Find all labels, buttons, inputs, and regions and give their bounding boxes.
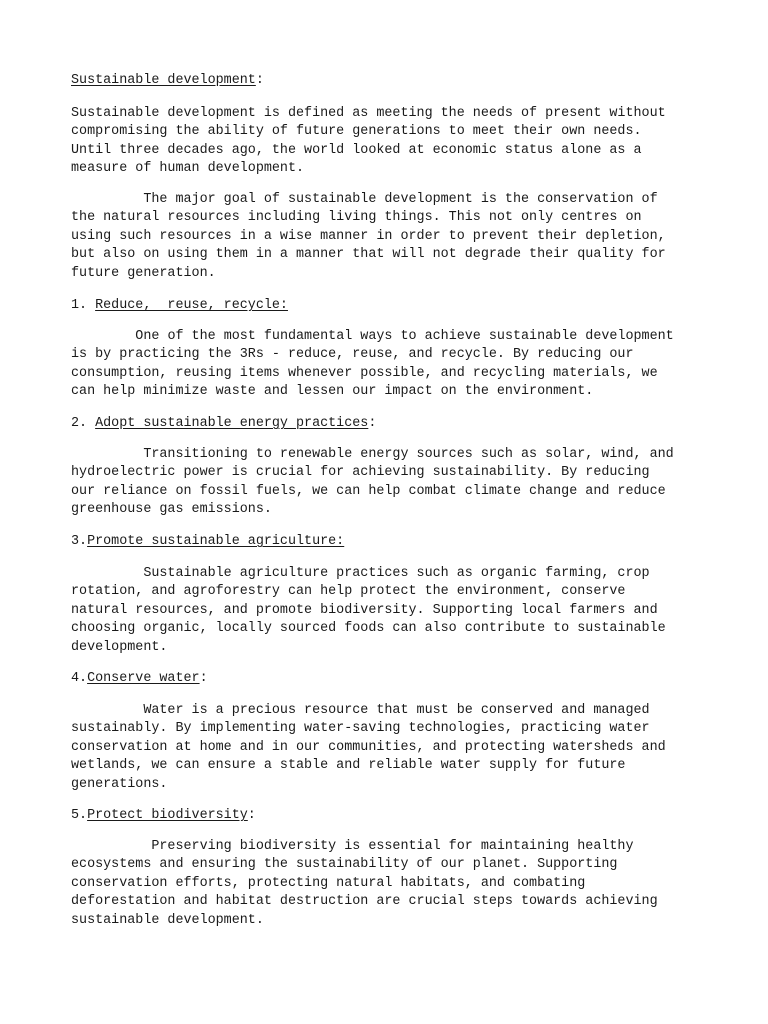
title-text: Sustainable development	[71, 73, 256, 88]
section-heading-1	[71, 297, 711, 315]
title-suffix: :	[255, 73, 264, 88]
section-heading-suffix: :	[368, 416, 377, 431]
section-body-2: Transitioning to renewable energy sources such as solar, wind, and hydroelectric power is crucial for achieving sustainability. By reducing our reliance on fossil fuels, we can help combat climate change and reduce greenhouse gas emissions.	[71, 447, 674, 518]
section-body-1: One of the most fundamental ways to achieve sustainable development is by practicing the 3Rs - reduce, reuse, and recycle. By reducing our consumption, reusing items whenever possible, and recycling materials, we can help minimize waste and lessen our impact on the environment.	[71, 329, 674, 400]
section-heading-text: Reduce, reuse, recycle:	[95, 298, 288, 313]
section-body-3: Sustainable agriculture practices such as organic farming, crop rotation, and agroforestry can help protect the environment, conserve natural resources, and promote biodiversity. Supporting local farmers and choosing organic, locally sourced foods can also contribute to sustainable development.	[71, 566, 666, 655]
section-heading-text: Promote sustainable agriculture:	[87, 534, 345, 549]
section-heading-3	[71, 533, 711, 551]
section-number: 3.	[71, 534, 88, 549]
section-body-5: Preserving biodiversity is essential for maintaining healthy ecosystems and ensuring the sustainability of our planet. Supporting conservation efforts, protecting natural habitats, and combating deforestation and habitat destruction are crucial steps towards achieving sustainable development.	[71, 839, 658, 928]
section-heading-2	[71, 415, 711, 433]
section-number: 2.	[71, 416, 96, 431]
intro-paragraph: Sustainable development is defined as meeting the needs of present without compromising the ability of future generations to meet their own needs. Until three decades ago, the world looked at economic status alone as a measure of human development.	[71, 106, 666, 177]
section-number: 4.	[71, 671, 88, 686]
section-heading-text: Protect biodiversity	[87, 808, 248, 823]
section-heading-4	[71, 670, 711, 688]
section-heading-text: Conserve water	[87, 671, 200, 686]
section-number: 1.	[71, 298, 96, 313]
section-heading-suffix: :	[247, 808, 256, 823]
section-heading-5	[71, 807, 711, 825]
document-title	[71, 72, 711, 90]
section-heading-text: Adopt sustainable energy practices	[95, 416, 369, 431]
section-heading-suffix: :	[199, 671, 208, 686]
goal-paragraph: The major goal of sustainable development is the conservation of the natural resources including living things. This not only centres on using such resources in a wise manner in order to prevent their depletion, but also on using them in a manner that will not degrade their quality for future generation.	[71, 192, 666, 281]
section-body-4: Water is a precious resource that must be conserved and managed sustainably. By implementing water-saving technologies, practicing water conservation at home and in our communities, and protecting watersheds and wetlands, we can ensure a stable and reliable water supply for future generations.	[71, 703, 666, 792]
section-number: 5.	[71, 808, 88, 823]
